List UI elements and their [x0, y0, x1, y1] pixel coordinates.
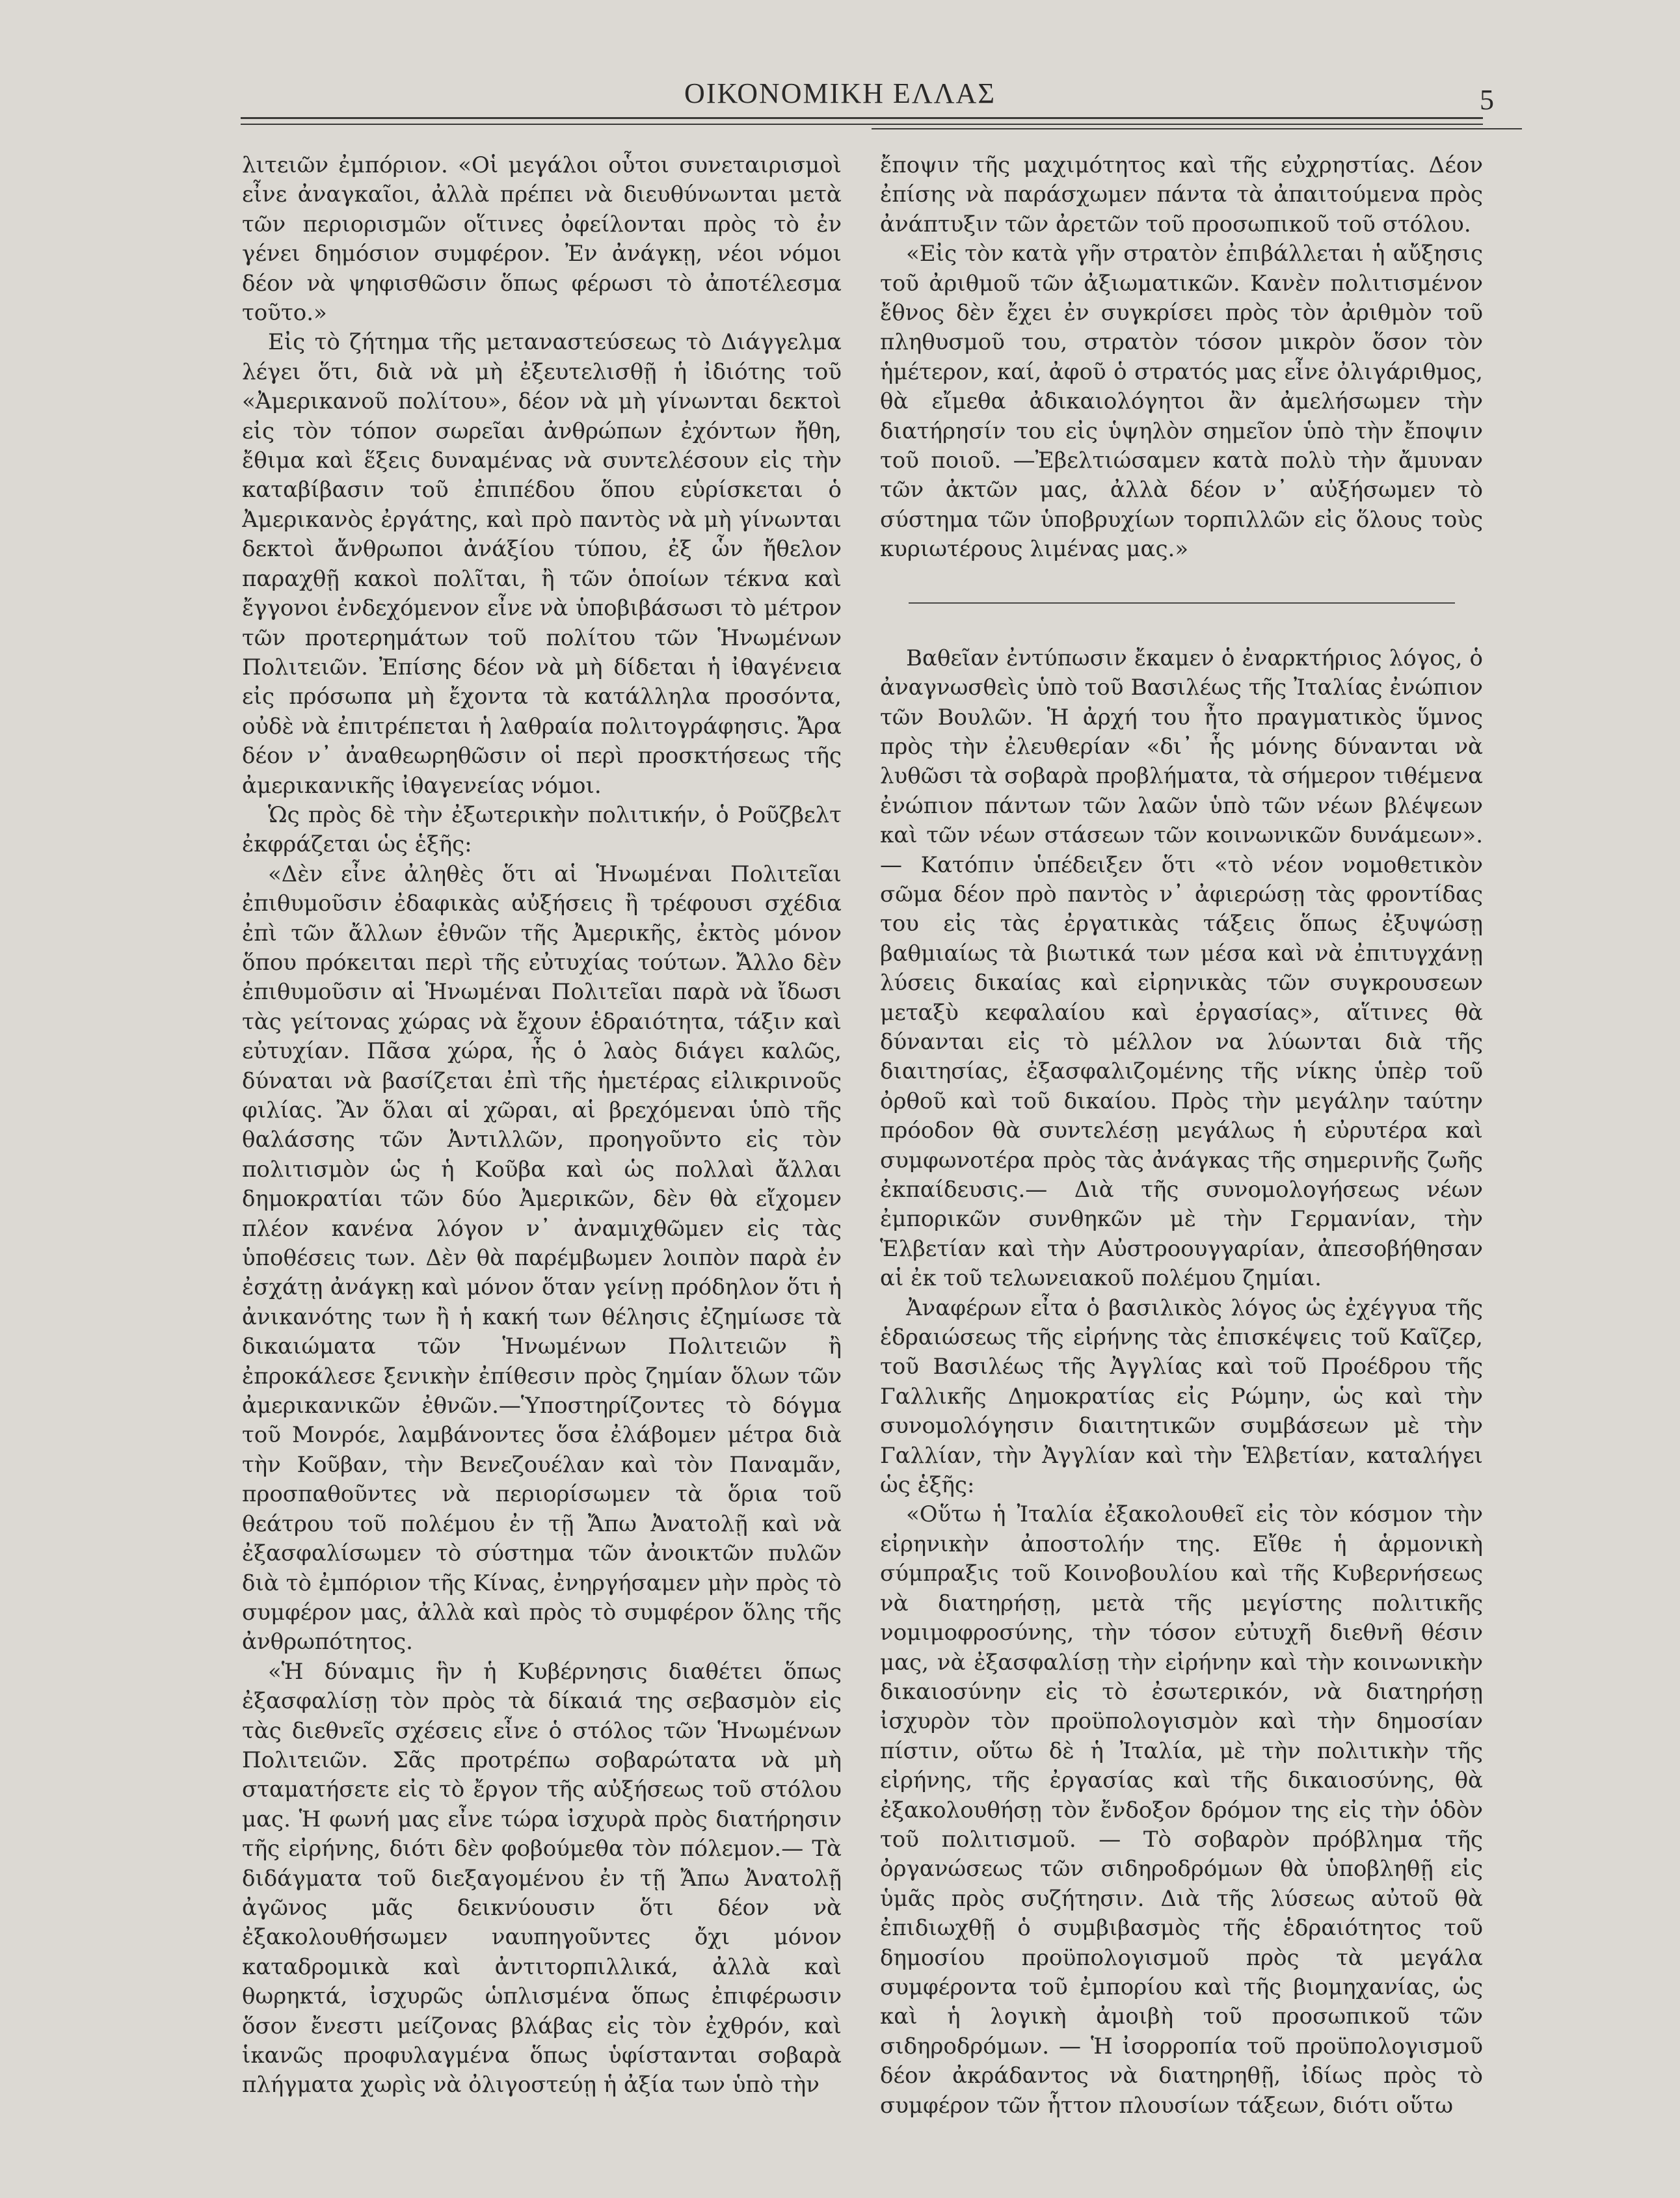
right-paragraph-4: Ἀναφέρων εἶτα ὁ βασιλικὸς λόγος ὡς ἐχέγγυα τῆς ἑδραιώσεως τῆς εἰρήνης τὰς ἐπισκέψεις τοῦ Καῖζερ, τοῦ Βασιλέως τῆς Ἀγγλίας καὶ τοῦ Προέδρου τῆς Γαλλικῆς Δημοκρατίας εἰς Ρώμην, ὡς καὶ τὴν συνομολόγησιν διαιτητικῶν συμβάσεων μὲ τὴν Γαλλίαν, τὴν Ἀγγλίαν καὶ τὴν Ἑλβετίαν, καταλήγει ὡς ἑξῆς: — [880, 1294, 1483, 1499]
right-column — [880, 151, 1483, 2174]
header-rule-bottom — [872, 128, 1522, 129]
right-paragraph-3: Βαθεῖαν ἐντύπωσιν ἔκαμεν ὁ ἐναρκτήριος λόγος, ὁ ἀναγνωσθεὶς ὑπὸ τοῦ Βασιλέως τῆς Ἰταλίας ἐνώπιον τῶν Βουλῶν. Ἡ ἀρχή του ἦτο πραγματικὸς ὕμνος πρὸς τὴν ἐλευθερίαν «δι᾽ ἧς μόνης δύνανται νὰ λυθῶσι τὰ σοβαρὰ προβλήματα, τὰ σήμερον τιθέμενα ἐνώπιον πάντων τῶν λαῶν ὑπὸ τῶν νέων βλέψεων καὶ τῶν νέων στάσεων τῶν κοινωνικῶν δυνάμεων». — Κατόπιν ὑπέδειξεν ὅτι «τὸ νέον νομοθετικὸν σῶμα δέον πρὸ παντὸς ν᾽ ἀφιερώσῃ τὰς φροντίδας του εἰς τὰς ἐργατικὰς τάξεις ὅπως ἐξυψώσῃ βαθμιαίως τὰ βιωτικά των μέσα καὶ νὰ ἐπιτυγχάνῃ λύσεις δικαίας καὶ εἰρηνικὰς τῶν συγκρουσεων μεταξὺ κεφαλαίου καὶ ἐργασίας», αἵτινες θὰ δύνανται εἰς τὸ μέλλον να λύωνται διὰ τῆς διαιτησίας, ἐξασφαλιζομένης τῆς νίκης ὑπὲρ τοῦ ὀρθοῦ καὶ τοῦ δικαίου. Πρὸς τὴν μεγάλην ταύτην πρόοδον θὰ συντελέσῃ μεγάλως ἡ εὐρυτέρα καὶ συμφωνοτέρα πρὸς τὰς ἀνάγκας τῆς σημερινῆς ζωῆς ἐκπαίδευσις.— Διὰ τῆς συνομολογήσεως νέων ἐμπορικῶν συνθηκῶν μὲ τὴν Γερμανίαν, τὴν Ἑλβετίαν καὶ τὴν Αὐστροουγγαρίαν, ἀπεσοβήθησαν αἱ ἐκ τοῦ τελωνειακοῦ πολέμου ζημίαι. — [880, 645, 1483, 1292]
left-column — [242, 151, 842, 2174]
left-paragraph-5: «Ἡ δύναμις ἣν ἡ Κυβέρνησις διαθέτει ὅπως ἐξασφαλίσῃ τὸν πρὸς τὰ δίκαιά της σεβασμὸν εἰς τὰς διεθνεῖς σχέσεις εἶνε ὁ στόλος τῶν Ἡνωμένων Πολιτειῶν. Σᾶς προτρέπω σοβαρώτατα νὰ μὴ σταματήσετε εἰς τὸ ἔργον τῆς αὐξήσεως τοῦ στόλου μας. Ἡ φωνή μας εἶνε τώρα ἰσχυρὰ πρὸς διατήρησιν τῆς εἰρήνης, διότι δὲν φοβούμεθα τὸν πόλεμον.— Τὰ διδάγματα τοῦ διεξαγομένου ἐν τῇ Ἄπω Ἀνατολῇ ἀγῶνος μᾶς δεικνύουσιν ὅτι δέον νὰ ἐξακολουθήσωμεν ναυπηγοῦντες ὄχι μόνον καταδρομικὰ καὶ ἀντιτορπιλλικά, ἀλλὰ καὶ θωρηκτά, ἰσχυρῶς ὡπλισμένα ὅπως ἐπιφέρωσιν ὅσον ἔνεστι μείζονας βλάβας εἰς τὸν ἐχθρόν, καὶ ἱκανῶς προφυλαγμένα ὅπως ὑφίστανται σοβαρὰ πλήγματα χωρὶς νὰ ὀλιγοστεύῃ ἡ ἀξία των ὑπὸ τὴν — [242, 1658, 842, 2098]
header-rule-top — [241, 117, 1483, 119]
right-paragraph-2: «Εἰς τὸν κατὰ γῆν στρατὸν ἐπιβάλλεται ἡ αὔξησις τοῦ ἀριθμοῦ τῶν ἀξιωματικῶν. Κανὲν πολιτισμένον ἔθνος δὲν ἔχει ἐν συγκρίσει πρὸς τὸν ἀριθμὸν τοῦ πληθυσμοῦ του, στρατὸν τόσον μικρὸν ὅσον τὸν ἡμέτερον, καί, ἀφοῦ ὁ στρατός μας εἶνε ὀλιγάριθμος, θὰ εἴμεθα ἀδικαιολόγητοι ἂν ἀμελήσωμεν τὴν διατήρησίν του εἰς ὑψηλὸν σημεῖον ὑπὸ τὴν ἔποψιν τοῦ ποιοῦ. —Ἐβελτιώσαμεν κατὰ πολὺ τὴν ἄμυναν τῶν ἀκτῶν μας, ἀλλὰ δέον ν᾽ αὐξήσωμεν τὸ σύστημα τῶν ὑποβρυχίων τορπιλλῶν εἰς ὅλους τοὺς κυριωτέρους λιμένας μας.» — [880, 241, 1483, 563]
right-paragraph-1: ἔποψιν τῆς μαχιμότητος καὶ τῆς εὐχρηστίας. Δέον ἐπίσης νὰ παράσχωμεν πάντα τὰ ἀπαιτούμενα πρὸς ἀνάπτυξιν τῶν ἀρετῶν τοῦ προσωπικοῦ τοῦ στόλου. — [880, 152, 1483, 237]
left-paragraph-1: λιτειῶν ἐμπόριον. «Οἱ μεγάλοι οὗτοι συνεταιρισμοὶ εἶνε ἀναγκαῖοι, ἀλλὰ πρέπει νὰ διευθύνωνται μετὰ τῶν περιορισμῶν οἵτινες ὀφείλονται πρὸς τὸ ἐν γένει δημόσιον συμφέρον. Ἐν ἀνάγκῃ, νέοι νόμοι δέον νὰ ψηφισθῶσιν ὅπως φέρωσι τὸ ἀποτέλεσμα τοῦτο.» — [242, 152, 842, 327]
left-paragraph-3: Ὡς πρὸς δὲ τὴν ἐξωτερικὴν πολιτικήν, ὁ Ροῦζβελτ ἐκφράζεται ὡς ἑξῆς: — [242, 801, 842, 858]
left-paragraph-4: «Δὲν εἶνε ἀληθὲς ὅτι αἱ Ἡνωμέναι Πολιτεῖαι ἐπιθυμοῦσιν ἐδαφικὰς αὐξήσεις ἢ τρέφουσι σχέδια ἐπὶ τῶν ἄλλων ἐθνῶν τῆς Ἀμερικῆς, ἐκτὸς μόνον ὅπου πρόκειται περὶ τῆς εὐτυχίας τούτων. Ἄλλο δὲν ἐπιθυμοῦσιν αἱ Ἡνωμέναι Πολιτεῖαι παρὰ νὰ ἴδωσι τὰς γείτονας χώρας νὰ ἔχουν ἑδραιότητα, τάξιν καὶ εὐτυχίαν. Πᾶσα χώρα, ἧς ὁ λαὸς διάγει καλῶς, δύναται νὰ βασίζεται ἐπὶ τῆς ἡμετέρας εἰλικρινοῦς φιλίας. Ἂν ὅλαι αἱ χῶραι, αἱ βρεχόμεναι ὑπὸ τῆς θαλάσσης τῶν Ἀντιλλῶν, προηγοῦντο εἰς τὸν πολιτισμὸν ὡς ἡ Κοῦβα καὶ ὡς πολλαὶ ἄλλαι δημοκρατίαι τῶν δύο Ἀμερικῶν, δὲν θὰ εἴχομεν πλέον κανένα λόγον ν᾽ ἀναμιχθῶμεν εἰς τὰς ὑποθέσεις των. Δὲν θὰ παρέμβωμεν λοιπὸν παρὰ ἐν ἐσχάτῃ ἀνάγκῃ καὶ μόνον ὅταν γείνῃ πρόδηλον ὅτι ἡ ἀνικανότης των ἢ ἡ κακή των θέλησις ἐζημίωσε τὰ δικαιώματα τῶν Ἡνωμένων Πολιτειῶν ἢ ἐπροκάλεσε ξενικὴν ἐπίθεσιν πρὸς ζημίαν ὅλων τῶν ἀμερικανικῶν ἐθνῶν.—Ὑποστηρίζοντες τὸ δόγμα τοῦ Μονρόε, λαμβάνοντες ὅσα ἐλάβομεν μέτρα διὰ τὴν Κοῦβαν, τὴν Βενεζουέλαν καὶ τὸν Παναμᾶν, προσπαθοῦντες νὰ περιορίσωμεν τὰ ὅρια τοῦ θεάτρου τοῦ πολέμου ἐν τῇ Ἄπω Ἀνατολῇ καὶ νὰ ἐξασφαλίσωμεν τὸ σύστημα τῶν ἀνοικτῶν πυλῶν διὰ τὸ ἐμπόριον τῆς Κίνας, ἐνηργήσαμεν μὴν πρὸς τὸ συμφέρον μας, ἀλλὰ καὶ πρὸς τὸ συμφέρον ὅλης τῆς ἀνθρωπότητος. — [242, 861, 842, 1655]
left-paragraph-2: Εἰς τὸ ζήτημα τῆς μεταναστεύσεως τὸ Διάγγελμα λέγει ὅτι, διὰ νὰ μὴ ἐξευτελισθῇ ἡ ἰδιότης τοῦ «Ἀμερικανοῦ πολίτου», δέον νὰ μὴ γίνωνται δεκτοὶ εἰς τὸν τόπον σωρεῖαι ἀνθρώπων ἐχόντων ἤθη, ἔθιμα καὶ ἕξεις δυναμένας νὰ συντελέσουν εἰς τὴν καταβίβασιν τοῦ ἐπιπέδου ὅπου εὑρίσκεται ὁ Ἀμερικανὸς ἐργάτης, καὶ πρὸ παντὸς νὰ μὴ γίνωνται δεκτοὶ ἄνθρωποι ἀνάξίου τύπου, ἐξ ὧν ἤθελον παραχθῇ κακοὶ πολῖται, ἢ τῶν ὁποίων τέκνα καὶ ἔγγονοι ἐνδεχόμενον εἶνε νὰ ὑποβιβάσωσι τὸ μέτρον τῶν προτερημάτων τοῦ πολίτου τῶν Ἡνωμένων Πολιτειῶν. Ἐπίσης δέον νὰ μὴ δίδεται ἡ ἰθαγένεια εἰς πρόσωπα μὴ ἔχοντα τὰ κατάλληλα προσόντα, οὐδὲ νὰ ἐπιτρέπεται ἡ λαθραία πολιτογράφησις. Ἄρα δέον ν᾽ ἀναθεωρηθῶσιν οἱ περὶ προσκτήσεως τῆς ἀμερικανικῆς ἰθαγενείας νόμοι. — [242, 329, 842, 799]
right-paragraph-5: «Οὕτω ἡ Ἰταλία ἐξακολουθεῖ εἰς τὸν κόσμον τὴν εἰρηνικὴν ἀποστολήν της. Εἴθε ἡ ἁρμονικὴ σύμπραξις τοῦ Κοινοβουλίου καὶ τῆς Κυβερνήσεως νὰ διατηρήσῃ, μετὰ τῆς μεγίστης πολιτικῆς νομιμοφροσύνης, τὴν τόσον εὐτυχῆ διεθνῆ θέσιν μας, νὰ ἐξασφαλίσῃ τὴν εἰρήνην καὶ τὴν κοινωνικὴν δικαιοσύνην εἰς τὸ ἐσωτερικόν, νὰ διατηρήσῃ ἰσχυρὸν τὸν προϋπολογισμὸν καὶ τὴν δημοσίαν πίστιν, οὕτω δὲ ἡ Ἰταλία, μὲ τὴν πολιτικὴν τῆς εἰρήνης, τῆς ἐργασίας καὶ τῆς δικαιοσύνης, θὰ ἐξακολουθήσῃ τὸν ἔνδοξον δρόμον της εἰς τὴν ὁδὸν τοῦ πολιτισμοῦ. — Τὸ σοβαρὸν πρόβλημα τῆς ὀργανώσεως τῶν σιδηροδρόμων θὰ ὑποβληθῇ εἰς ὑμᾶς πρὸς συζήτησιν. Διὰ τῆς λύσεως αὐτοῦ θὰ ἐπιδιωχθῇ ὁ συμβιβασμὸς τῆς ἑδραιότητος τοῦ δημοσίου προϋπολογισμοῦ πρὸς τὰ μεγάλα συμφέροντα τοῦ ἐμπορίου καὶ τῆς βιομηχανίας, ὡς καὶ ἡ λογικὴ ἀμοιβὴ τοῦ προσωπικοῦ τῶν σιδηροδρόμων. — Ἡ ἰσορροπία τοῦ προϋπολογισμοῦ δέον ἀκράδαντος νὰ διατηρηθῇ, ἰδίως πρὸς τὸ συμφέρον τῶν ἧττον πλουσίων τάξεων, διότι οὕτω — [880, 1501, 1483, 2119]
section-divider — [909, 602, 1455, 604]
page-header-title: ΟΙΚΟΝΟΜΙΚΗ ΕΛΛΑΣ — [684, 77, 996, 109]
page-number: 5 — [1480, 84, 1494, 116]
header-rule-middle — [241, 124, 1483, 125]
